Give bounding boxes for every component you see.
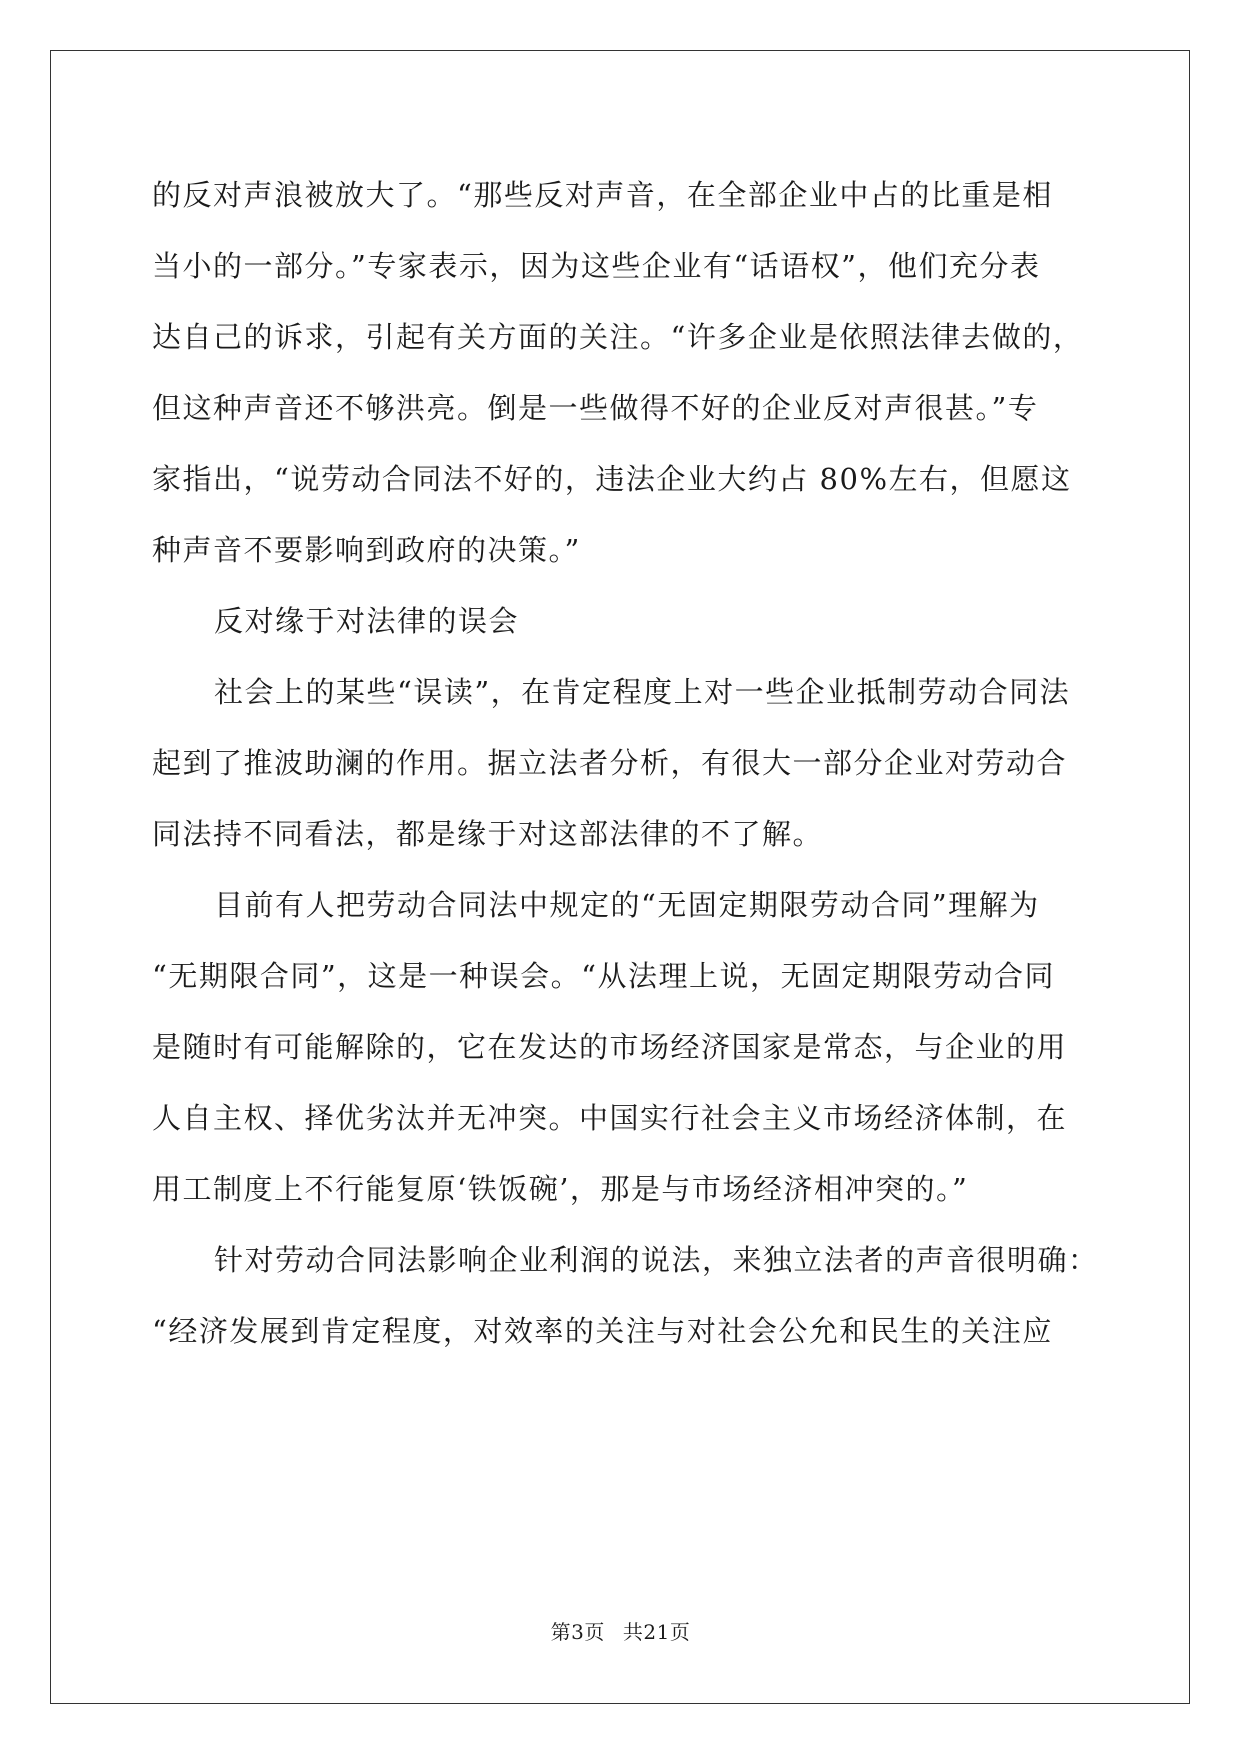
text-line: 目前有人把劳动合同法中规定的“无固定期限劳动合同”理解为 [214,888,1040,922]
text-line: 用工制度上不行能复原‘铁饭碗’，那是与市场经济相冲突的。” [152,1172,969,1206]
document-body [152,160,1099,1367]
text-line: 但这种声音还不够洪亮。倒是一些做得不好的企业反对声很甚。”专 [152,391,1039,425]
text-line: 人自主权、择优劣汰并无冲突。中国实行社会主义市场经济体制，在 [152,1101,1068,1135]
text-line: 当小的一部分。”专家表示，因为这些企业有“话语权”，他们充分表 [152,249,1041,283]
page-footer [0,1616,1241,1645]
text-line: 社会上的某些“误读”，在肯定程度上对一些企业抵制劳动合同法 [214,675,1071,709]
text-line: “经济发展到肯定程度，对效率的关注与对社会公允和民生的关注应 [152,1314,1053,1348]
paragraph [152,160,1092,586]
text-line: 家指出，“说劳动合同法不好的，违法企业大约占 80%左右，但愿这 [152,462,1072,496]
text-line: 起到了推波助澜的作用。据立法者分析，有很大一部分企业对劳动合 [152,746,1068,780]
text-line: 达自己的诉求，引起有关方面的关注。“许多企业是依照法律去做的， [152,320,1084,354]
paragraph [152,657,1092,870]
text-line: 同法持不同看法，都是缘于对这部法律的不了解。 [152,817,824,851]
text-line: 是随时有可能解除的，它在发达的市场经济国家是常态，与企业的用 [152,1030,1068,1064]
text-line: 反对缘于对法律的误会 [214,604,520,638]
paragraph [152,1225,1099,1367]
page-number: 第3页 [550,1620,605,1644]
text-line: 种声音不要影响到政府的决策。” [152,533,581,567]
text-line: 针对劳动合同法影响企业利润的说法，来独立法者的声音很明确： [214,1243,1099,1277]
text-line: “无期限合同”，这是一种误会。“从法理上说，无固定期限劳动合同 [152,959,1055,993]
page-total: 共21页 [622,1620,691,1644]
section-heading [152,586,1092,657]
paragraph [152,870,1092,1225]
text-line: 的反对声浪被放大了。“那些反对声音，在全部企业中占的比重是相 [152,178,1053,212]
